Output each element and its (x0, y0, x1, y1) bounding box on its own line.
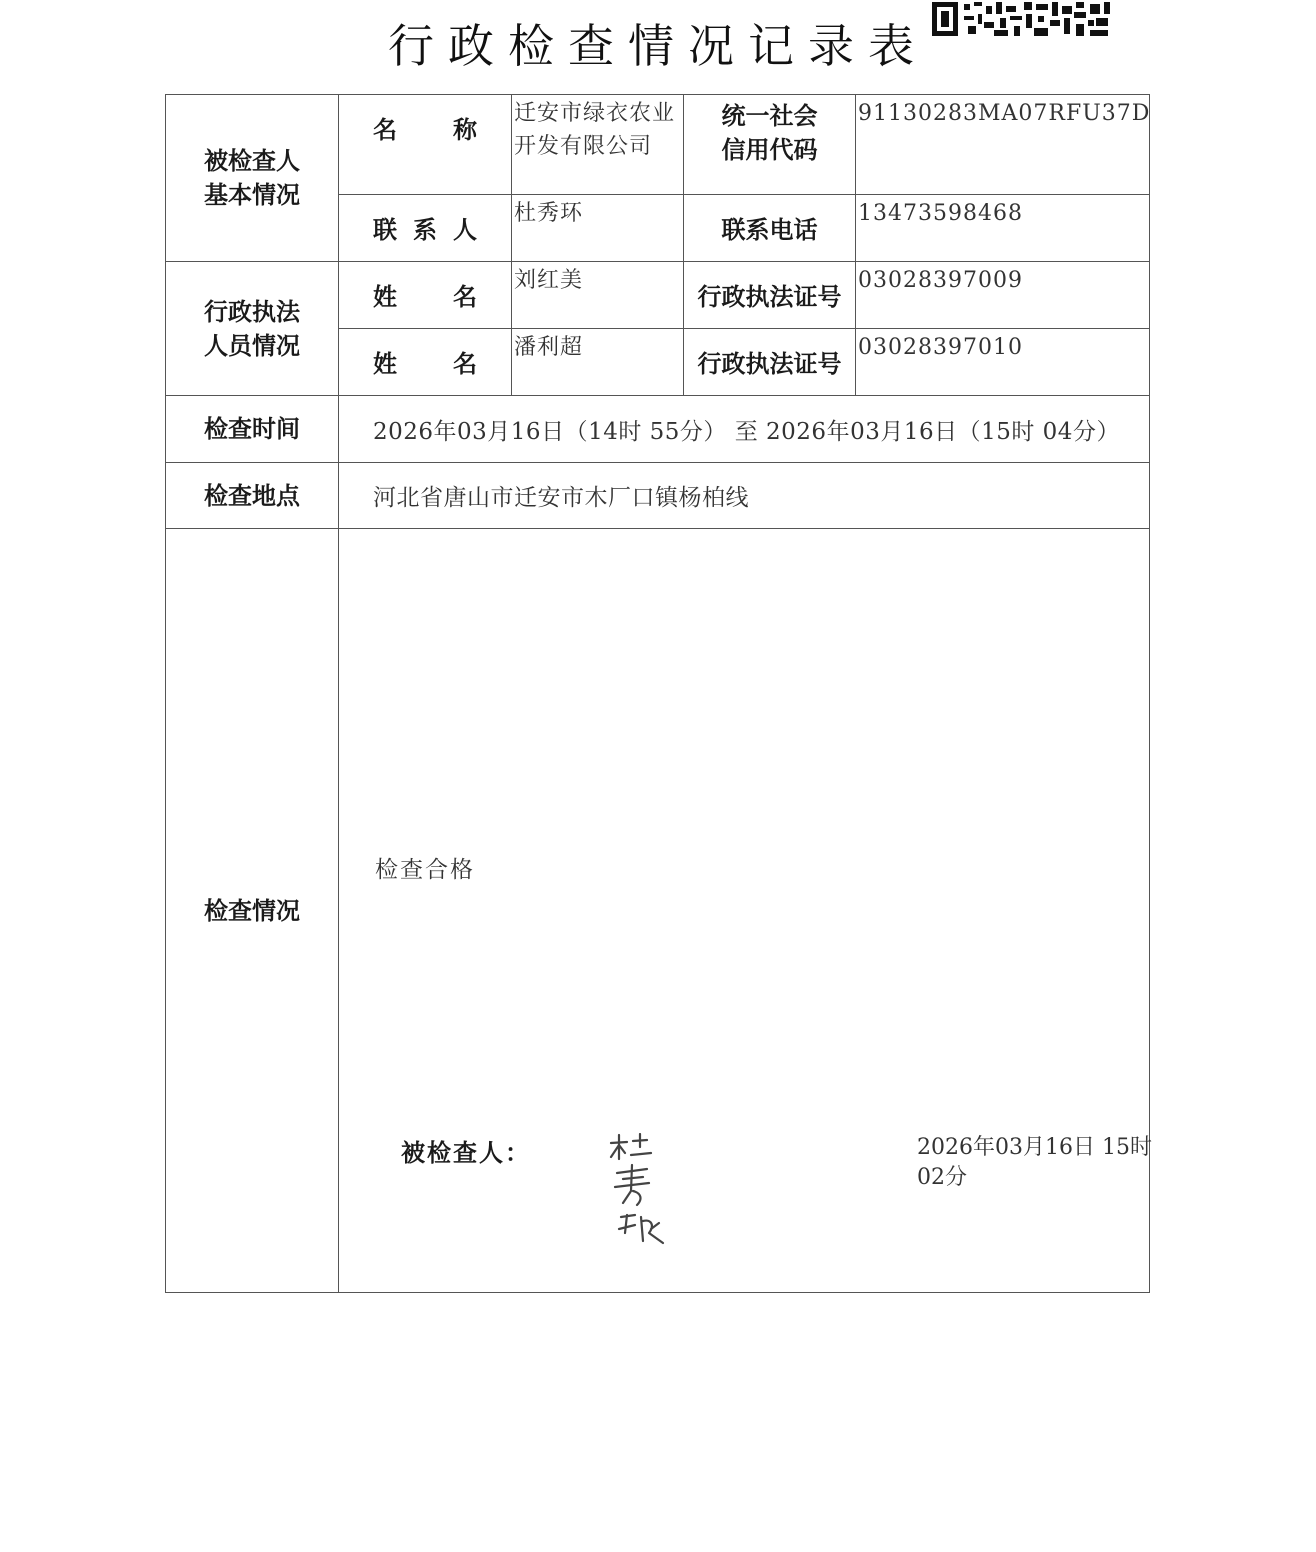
phone-label: 联系电话 (684, 195, 856, 262)
company-name-label-char: 称 (453, 116, 477, 144)
officers-section-label (166, 262, 339, 396)
sign-date: 2026年03月16日 15时02分 (917, 1135, 1152, 1190)
company-name-label (339, 95, 512, 195)
credit-code-label-line1: 统一社会 (721, 102, 818, 130)
inspection-situation-cell (339, 529, 1150, 1293)
officer-name-label (339, 329, 512, 396)
officer-name-label-char: 名 (453, 350, 477, 378)
officer-name-value: 潘利超 (512, 329, 684, 396)
officer-cert-label: 行政执法证号 (684, 262, 856, 329)
inspection-place-value: 河北省唐山市迁安市木厂口镇杨柏线 (339, 463, 1150, 529)
contact-label-char: 系 (413, 216, 437, 244)
officers-label-line1: 行政执法 (204, 297, 300, 326)
contact-label-char: 人 (453, 216, 477, 244)
officer-name-label (339, 262, 512, 329)
inspected-party-label-line2: 基本情况 (204, 181, 300, 209)
phone-value: 13473598468 (856, 195, 1150, 262)
contact-label-char: 联 (373, 216, 397, 244)
officer-name-label-char: 名 (453, 283, 477, 311)
inspection-place-label: 检查地点 (166, 463, 339, 529)
credit-code-label-line2: 信用代码 (721, 136, 818, 164)
officer-cert-value: 03028397010 (856, 329, 1150, 396)
handwritten-signature (607, 1133, 679, 1253)
credit-code-value: 91130283MA07RFU37D (856, 95, 1150, 195)
officers-label-line2: 人员情况 (204, 331, 300, 360)
contact-label (339, 195, 512, 262)
officer-cert-label: 行政执法证号 (684, 329, 856, 396)
qr-code-icon (930, 0, 1114, 40)
record-table (165, 94, 1150, 1293)
officer-name-value: 刘红美 (512, 262, 684, 329)
inspection-situation-content: 检查合格 (375, 857, 475, 883)
inspected-party-label-line1: 被检查人 (204, 147, 300, 175)
credit-code-label (684, 95, 856, 195)
signer-label: 被检查人： (401, 1139, 531, 1167)
inspection-situation-label: 检查情况 (166, 529, 339, 1293)
inspection-time-label: 检查时间 (166, 396, 339, 463)
officer-name-label-char: 姓 (373, 350, 397, 378)
officer-name-label-char: 姓 (373, 283, 397, 311)
page-title: 行政检查情况记录表 (388, 19, 928, 73)
officer-cert-value: 03028397009 (856, 262, 1150, 329)
company-name-label-char: 名 (373, 116, 397, 144)
inspected-party-section-label (166, 95, 339, 262)
company-name-value: 迁安市绿衣农业开发有限公司 (512, 95, 684, 195)
inspection-time-value: 2026年03月16日（14时 55分） 至 2026年03月16日（15时 04分） (339, 396, 1150, 463)
contact-value: 杜秀环 (512, 195, 684, 262)
